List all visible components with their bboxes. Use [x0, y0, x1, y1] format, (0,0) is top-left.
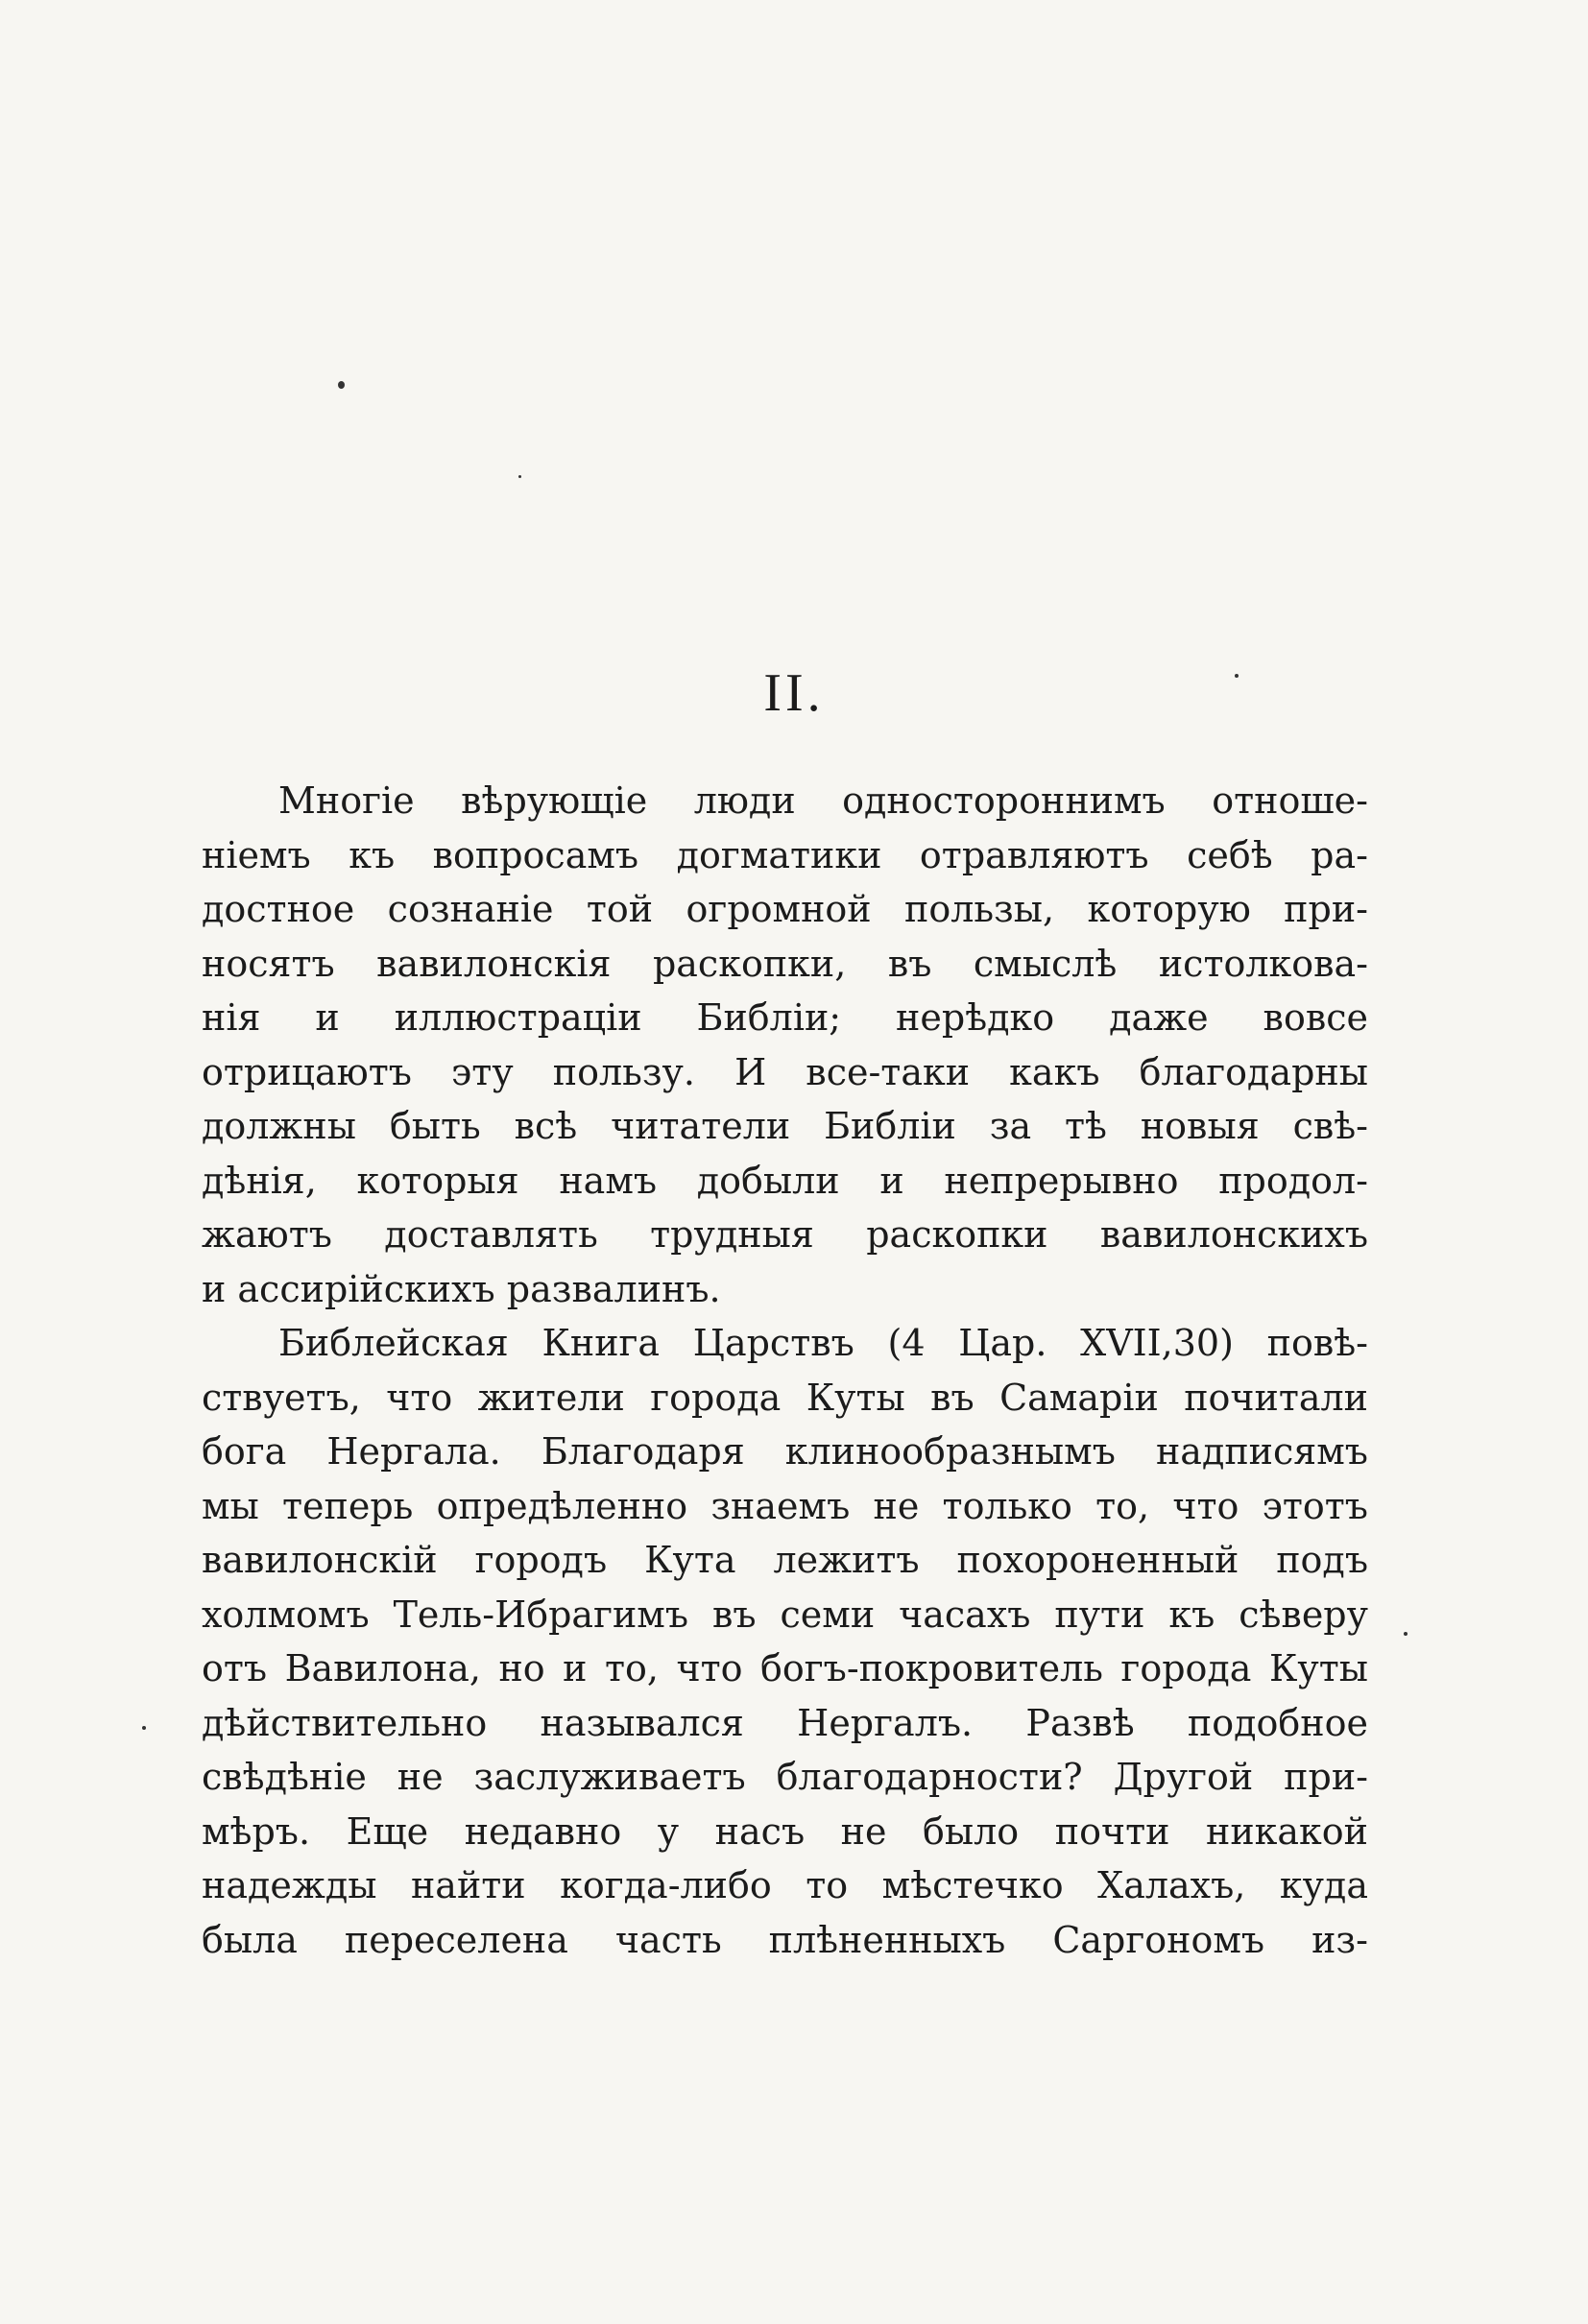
text-line: носятъ вавилонскія раскопки, въ смыслѣ истолкова-	[202, 942, 1368, 985]
text-line: жаютъ доставлять трудныя раскопки вавилонскихъ	[202, 1213, 1368, 1256]
text-line: Библейская Книга Царствъ (4 Цар. XVII,30) повѣ-	[278, 1322, 1368, 1364]
text-line: отрицаютъ эту пользу. И все-таки какъ благодарны	[202, 1050, 1368, 1093]
text-line: достное сознаніе той огромной пользы, которую при-	[202, 888, 1368, 930]
text-line: холмомъ Тель-Ибрагимъ въ семи часахъ пути къ сѣверу	[202, 1593, 1368, 1636]
text-line: Многіе вѣрующіе люди одностороннимъ отноше-	[278, 779, 1368, 822]
scan-speck	[142, 1726, 146, 1730]
text-line: ствуетъ, что жители города Куты въ Самаріи почитали	[202, 1376, 1368, 1419]
scan-speck	[518, 475, 521, 478]
text-line: бога Нергала. Благодаря клинообразнымъ надписямъ	[202, 1430, 1368, 1473]
scan-speck	[1404, 1632, 1408, 1636]
text-line: ніемъ къ вопросамъ догматики отравляютъ себѣ ра-	[202, 833, 1368, 876]
body-text	[202, 774, 1368, 1967]
text-line: была переселена часть плѣненныхъ Саргономъ из-	[202, 1918, 1368, 1961]
text-line: дѣнія, которыя намъ добыли и непрерывно продол-	[202, 1159, 1368, 1202]
text-line: дѣйствительно назывался Нергалъ. Развѣ подобное	[202, 1701, 1368, 1744]
text-line: нія и иллюстраціи Библіи; нерѣдко даже вовсе	[202, 996, 1368, 1039]
text-line: свѣдѣніе не заслуживаетъ благодарности? Другой при-	[202, 1756, 1368, 1798]
text-line: надежды найти когда-либо то мѣстечко Халахъ, куда	[202, 1864, 1368, 1906]
text-line: должны быть всѣ читатели Библіи за тѣ новыя свѣ-	[202, 1105, 1368, 1147]
scan-speck	[338, 381, 345, 389]
text-line: отъ Вавилона, но и то, что богъ-покровитель города Куты	[202, 1647, 1368, 1689]
text-line: мы теперь опредѣленно знаемъ не только то, что этотъ	[202, 1484, 1368, 1527]
text-line: и ассирійскихъ развалинъ.	[202, 1267, 721, 1310]
text-line: мѣръ. Еще недавно у насъ не было почти никакой	[202, 1809, 1368, 1853]
chapter-heading: II.	[763, 663, 825, 723]
text-line: вавилонскій городъ Кута лежитъ похороненный подъ	[202, 1539, 1368, 1581]
